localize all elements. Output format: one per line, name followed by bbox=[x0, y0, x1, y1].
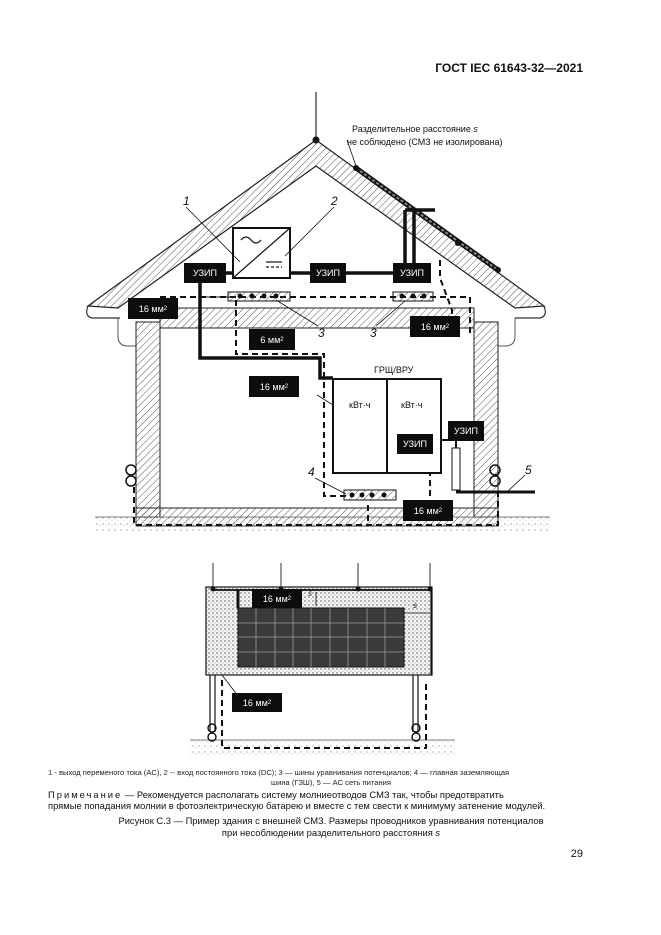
board-title: ГРЩ/ВРУ bbox=[374, 365, 414, 375]
spd-mains: УЗИП bbox=[448, 421, 484, 441]
figure-caption: Рисунок С.3 — Пример здания с внешней СМЗ. Размеры проводников уравнивания потенциалов при несоблюдении разделительного расстояния s bbox=[118, 815, 544, 838]
spd-dc: УЗИП bbox=[310, 263, 346, 283]
separation-s-horizontal: s bbox=[413, 601, 417, 610]
meter-2: кВт·ч bbox=[401, 400, 423, 410]
wire-6: 6 мм 2 bbox=[249, 329, 295, 350]
meter-1: кВт·ч bbox=[349, 400, 371, 410]
wire-16-mid: 16 мм 2 bbox=[249, 376, 299, 397]
left-wall bbox=[136, 322, 160, 517]
detail-pv-module bbox=[238, 608, 404, 667]
page-number: 29 bbox=[570, 848, 583, 860]
label-num-4: 4 bbox=[308, 465, 315, 479]
wire-16-detail-bottom: 16 мм 2 bbox=[232, 693, 282, 712]
note: Примечание — Рекомендуется располагать систему молниеотводов СМЗ так, чтобы предотвратить прямые попадания молнии в фотоэлектрическую батарею и вместе с тем свести к минимуму затенение модулей. bbox=[48, 789, 546, 811]
wire-16-detail-top: 16 мм 2 bbox=[252, 589, 302, 608]
label-num-3b: 3 bbox=[370, 326, 377, 340]
spd-board: УЗИП bbox=[397, 434, 433, 454]
spd-pv: УЗИП bbox=[393, 263, 431, 283]
figure-legend: 1 - выход переменого тока (AC), 2 -- вход постоянного тока (DC); 3 — шины уравнивания потенциалов; 4 — главная заземляющая шина (ГЗШ), 5 — АС сеть питания bbox=[48, 768, 510, 787]
separation-s-vertical: s bbox=[308, 589, 312, 598]
bonding-bar-2 bbox=[393, 292, 433, 301]
spd-ac: УЗИП bbox=[184, 263, 226, 283]
right-wall bbox=[474, 322, 498, 517]
label-num-2: 2 bbox=[331, 194, 338, 208]
down-conductor-left bbox=[126, 465, 136, 486]
main-earthing-bar bbox=[344, 490, 396, 500]
callout-line2: не соблюдено (СМЗ не изолирована) bbox=[347, 137, 503, 147]
wire-16-bottom: 16 мм 2 bbox=[403, 500, 453, 521]
label-num-5: 5 bbox=[525, 463, 532, 477]
label-num-1: 1 bbox=[183, 194, 190, 208]
label-num-3a: 3 bbox=[318, 326, 325, 340]
wire-16-right: 16 мм 2 bbox=[410, 316, 460, 337]
standard-header: ГОСТ IEC 61643-32—2021 bbox=[435, 61, 583, 75]
callout-line1: Разделительное расстояние s bbox=[352, 124, 478, 134]
ac-fuse bbox=[452, 448, 460, 490]
bonding-bar-1 bbox=[228, 292, 290, 301]
wire-16-left: 16 мм 2 bbox=[128, 298, 178, 319]
